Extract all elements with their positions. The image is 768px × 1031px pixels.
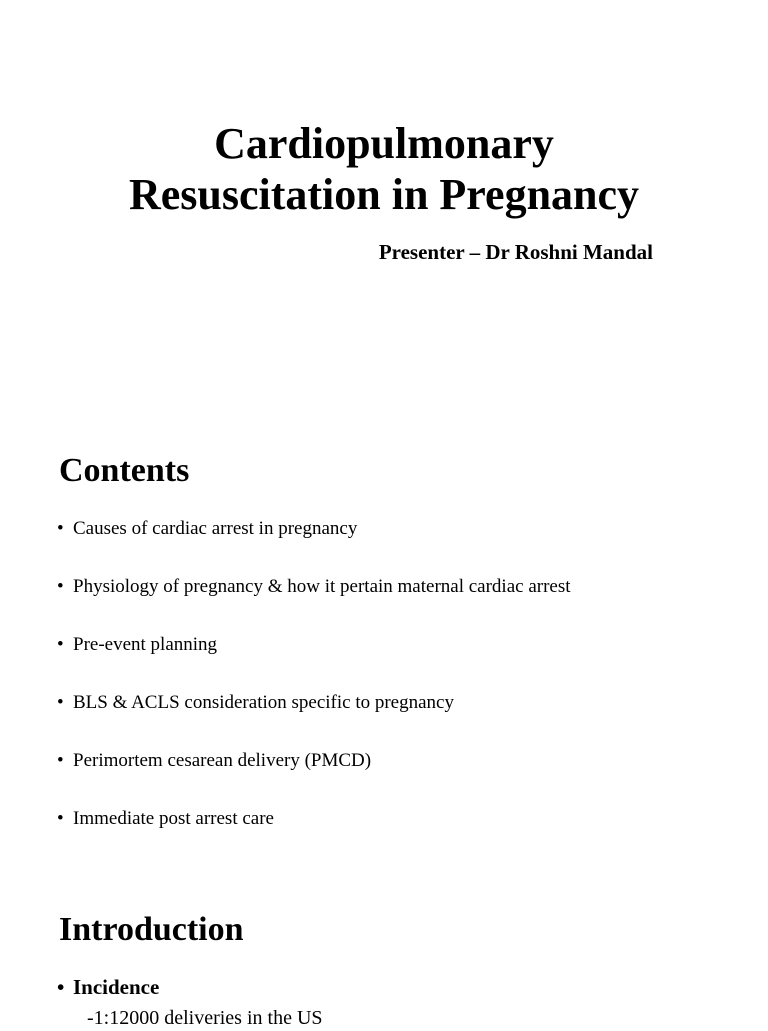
list-item [57, 690, 571, 716]
list-item-text: Immediate post arrest care [73, 808, 274, 829]
list-item-text: Physiology of pregnancy & how it pertain maternal cardiac arrest [73, 576, 571, 597]
bullet-icon: • [57, 576, 64, 597]
list-item-text: BLS & ACLS consideration specific to pregnancy [73, 692, 454, 713]
presenter-name: Presenter – Dr Roshni Mandal [378, 240, 653, 264]
bullet-icon: • [57, 692, 64, 713]
title-slide [0, 0, 768, 430]
bullet-icon: • [57, 518, 64, 539]
presentation-title [0, 118, 768, 220]
contents-slide [0, 430, 768, 880]
list-item [57, 632, 571, 658]
list-item [57, 574, 571, 600]
list-item-text: Perimortem cesarean delivery (PMCD) [73, 750, 372, 771]
list-item-text: Pre-event planning [73, 634, 218, 655]
incidence-bullet [57, 973, 159, 1001]
contents-heading: Contents [59, 452, 190, 489]
incidence-label: Incidence [73, 975, 160, 999]
title-line-2: Resuscitation in Pregnancy [128, 170, 640, 219]
incidence-detail: -1:12000 deliveries in the US [87, 1007, 323, 1029]
bullet-icon: • [57, 975, 65, 999]
title-line-1: Cardiopulmonary [214, 119, 554, 168]
contents-list [57, 516, 571, 864]
introduction-slide [0, 880, 768, 1029]
bullet-icon: • [57, 750, 64, 771]
list-item [57, 516, 571, 542]
bullet-icon: • [57, 808, 64, 829]
list-item [57, 806, 571, 832]
bullet-icon: • [57, 634, 64, 655]
list-item-text: Causes of cardiac arrest in pregnancy [73, 518, 358, 539]
list-item [57, 748, 571, 774]
introduction-heading: Introduction [59, 911, 244, 948]
